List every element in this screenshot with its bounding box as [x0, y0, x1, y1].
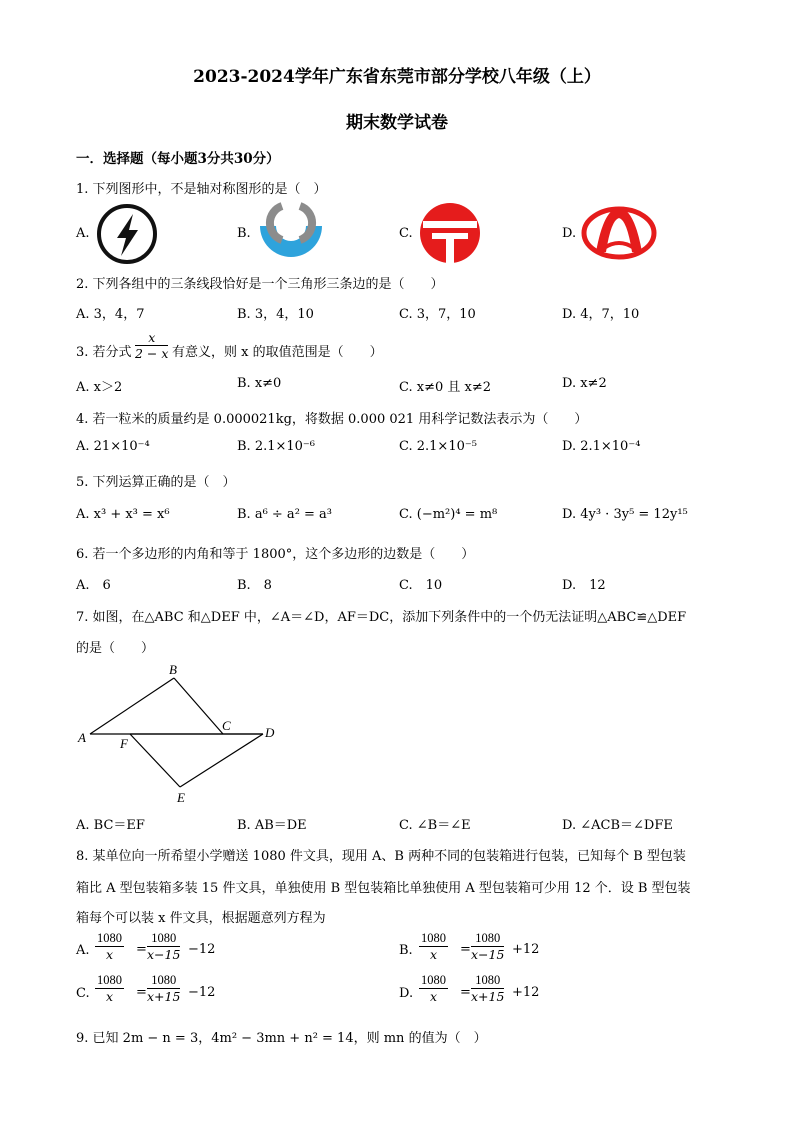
- q8-a-frac-left: $\frac{1080}{x}$: [97, 931, 122, 962]
- red-oval-arch-logo-icon: [580, 204, 658, 260]
- q8-b-frac-right: $\frac{1080}{x-15}$: [471, 931, 505, 962]
- point-label-f: F: [120, 736, 128, 751]
- q2-option-c: C. 3，7，10: [399, 307, 476, 322]
- q8-option-c-label: C.: [76, 986, 90, 1001]
- q3-fraction-numerator: x: [135, 330, 168, 346]
- question-8-line1: 8. 某单位向一所希望小学赠送 1080 件文具，现用 A、B 两种不同的包装箱进行包装，已知每个 B 型包装: [76, 849, 686, 864]
- q8-d-frac-right: $\frac{1080}{x+15}$: [471, 973, 505, 1004]
- page-title: 2023-2024学年广东省东莞市部分学校八年级（上）: [193, 67, 601, 87]
- segment-fe: [130, 734, 180, 787]
- question-6-stem: 6. 若一个多边形的内角和等于 1800°，这个多边形的边数是（ ）: [76, 547, 475, 562]
- q7-option-a: A. BC＝EF: [76, 818, 145, 833]
- q8-option-a-label: A.: [76, 943, 90, 958]
- lightning-bolt-circle-icon: [95, 202, 161, 266]
- point-label-d: D: [265, 725, 275, 740]
- triangle-figure: [72, 658, 292, 808]
- q3-option-c: C. x≠0 且 x≠2: [399, 380, 492, 395]
- q8-d-frac-left: $\frac{1080}{x}$: [421, 973, 446, 1004]
- page-subtitle: 期末数学试卷: [346, 113, 448, 133]
- segment-ab: [90, 678, 174, 734]
- q3-fraction: [135, 330, 168, 361]
- segment-bc: [174, 678, 223, 734]
- q8-b-frac-left: $\frac{1080}{x}$: [421, 931, 446, 962]
- q5-option-b: B. a⁶ ÷ a² = a³: [237, 507, 333, 522]
- q5-option-d: D. 4y³ · 3y⁵ = 12y¹⁵: [562, 507, 688, 522]
- question-7-stem-line2: 的是（ ）: [76, 641, 155, 656]
- q7-option-b: B. AB＝DE: [237, 818, 307, 833]
- question-1-stem: 1. 下列图形中，不是轴对称图形的是（ ）: [76, 182, 327, 197]
- q3-option-b: B. x≠0: [237, 376, 282, 391]
- point-label-b: B: [169, 662, 177, 677]
- segment-ed: [180, 734, 263, 787]
- red-circle-logo-icon: [419, 203, 483, 263]
- q8-option-b-label: B.: [399, 943, 413, 958]
- q1-option-c-label: C.: [399, 226, 413, 241]
- q4-option-d: D. 2.1×10⁻⁴: [562, 439, 641, 454]
- q8-option-d-label: D.: [399, 986, 414, 1001]
- question-3-post: 有意义，则 x 的取值范围是（ ）: [172, 345, 383, 360]
- q8-a-frac-right: $\frac{1080}{x-15}$: [147, 931, 181, 962]
- question-7-stem-line1: 7. 如图，在△ABC 和△DEF 中，∠A＝∠D，AF＝DC，添加下列条件中的一个仍无法证明△ABC≌△DEF: [76, 610, 687, 625]
- question-8-line3: 箱每个可以装 x 件文具，根据题意列方程为: [76, 911, 326, 926]
- q5-option-c: C. (−m²)⁴ = m⁸: [399, 507, 498, 522]
- q5-option-a: A. x³ + x³ = x⁶: [76, 507, 170, 522]
- q3-option-d: D. x≠2: [562, 376, 607, 391]
- question-2-stem: 2. 下列各组中的三条线段恰好是一个三角形三条边的是（ ）: [76, 277, 444, 292]
- q4-option-b: B. 2.1×10⁻⁶: [237, 439, 315, 454]
- q1-option-a-label: A.: [76, 226, 90, 241]
- question-5-stem: 5. 下列运算正确的是（ ）: [76, 475, 236, 490]
- q1-option-b-label: B.: [237, 226, 251, 241]
- q4-option-a: A. 21×10⁻⁴: [76, 439, 150, 454]
- q4-option-c: C. 2.1×10⁻⁵: [399, 439, 477, 454]
- q6-option-d: D. 12: [562, 578, 606, 593]
- ring-bowl-logo-icon: [258, 200, 324, 262]
- q7-option-c: C. ∠B＝∠E: [399, 818, 471, 833]
- q2-option-d: D. 4，7，10: [562, 307, 640, 322]
- point-label-a: A: [78, 730, 86, 745]
- q6-option-b: B. 8: [237, 578, 272, 593]
- question-3-pre: 3. 若分式: [76, 345, 132, 360]
- point-label-c: C: [222, 718, 231, 733]
- q6-option-a: A. 6: [76, 578, 111, 593]
- q6-option-c: C. 10: [399, 578, 443, 593]
- q3-fraction-denominator: 2 − x: [135, 346, 169, 361]
- q2-option-a: A. 3，4，7: [76, 307, 145, 322]
- q8-c-frac-right: $\frac{1080}{x+15}$: [147, 973, 181, 1004]
- question-9-stem: 9. 已知 2m − n = 3，4m² − 3mn + n² = 14，则 mn 的值为（ ）: [76, 1031, 487, 1046]
- q8-c-frac-left: $\frac{1080}{x}$: [97, 973, 122, 1004]
- q2-option-b: B. 3，4，10: [237, 307, 314, 322]
- q7-option-d: D. ∠ACB＝∠DFE: [562, 818, 673, 833]
- question-4-stem: 4. 若一粒米的质量约是 0.000021kg，将数据 0.000 021 用科学记数法表示为（ ）: [76, 412, 588, 427]
- section-heading: 一．选择题（每小题3分共30分）: [76, 151, 280, 167]
- q3-option-a: A. x＞2: [76, 380, 123, 395]
- q1-option-d-label: D.: [562, 226, 577, 241]
- point-label-e: E: [177, 790, 185, 805]
- question-8-line2: 箱比 A 型包装箱多装 15 件文具，单独使用 B 型包装箱比单独使用 A 型包装箱可少用 12 个．设 B 型包装: [76, 881, 691, 896]
